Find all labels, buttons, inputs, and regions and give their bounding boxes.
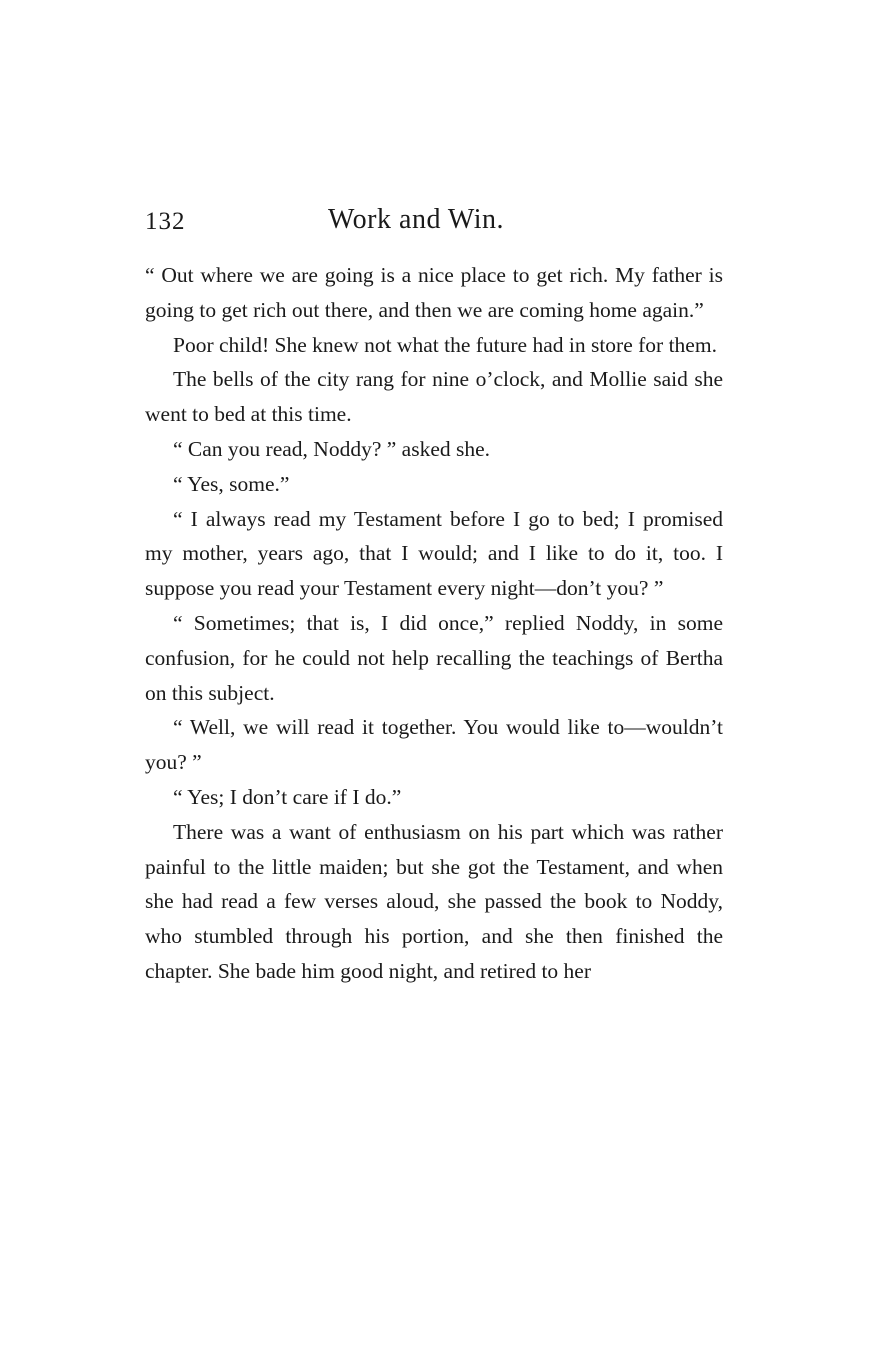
paragraph: Poor child! She knew not what the future had in store for them.	[173, 332, 717, 357]
paragraph: “ Yes, some.”	[173, 471, 290, 496]
paragraph: The bells of the city rang for nine o’clock, and Mollie said she went to bed at this time.	[145, 367, 723, 427]
paragraph: There was a want of enthusiasm on his part which was rather painful to the little maiden; but she got the Testament, and when she had read a few verses aloud, she passed the book to Noddy, who stumbled through his portion, and she then finished the chapter. She bade him good night, and retired to her	[145, 819, 723, 983]
running-head	[145, 204, 725, 244]
paragraph: “ I always read my Testament before I go to bed; I promised my mother, years ago, that I would; and I like to do it, too. I suppose you read your Testament every night—don’t you? ”	[145, 506, 723, 601]
running-title: Work and Win.	[328, 204, 505, 235]
body-text	[145, 258, 723, 989]
paragraph: “ Well, we will read it together. You would like to—wouldn’t you? ”	[145, 715, 723, 775]
paragraph: “ Sometimes; that is, I did once,” replied Noddy, in some confusion, for he could not help recalling the teachings of Bertha on this subject.	[145, 610, 723, 705]
page-number: 132	[145, 208, 186, 235]
paragraph: “ Can you read, Noddy? ” asked she.	[173, 436, 491, 461]
paragraph: “ Yes; I don’t care if I do.”	[173, 784, 402, 809]
paragraph: “ Out where we are going is a nice place to get rich. My father is going to get rich out there, and then we are coming home again.”	[145, 263, 723, 322]
